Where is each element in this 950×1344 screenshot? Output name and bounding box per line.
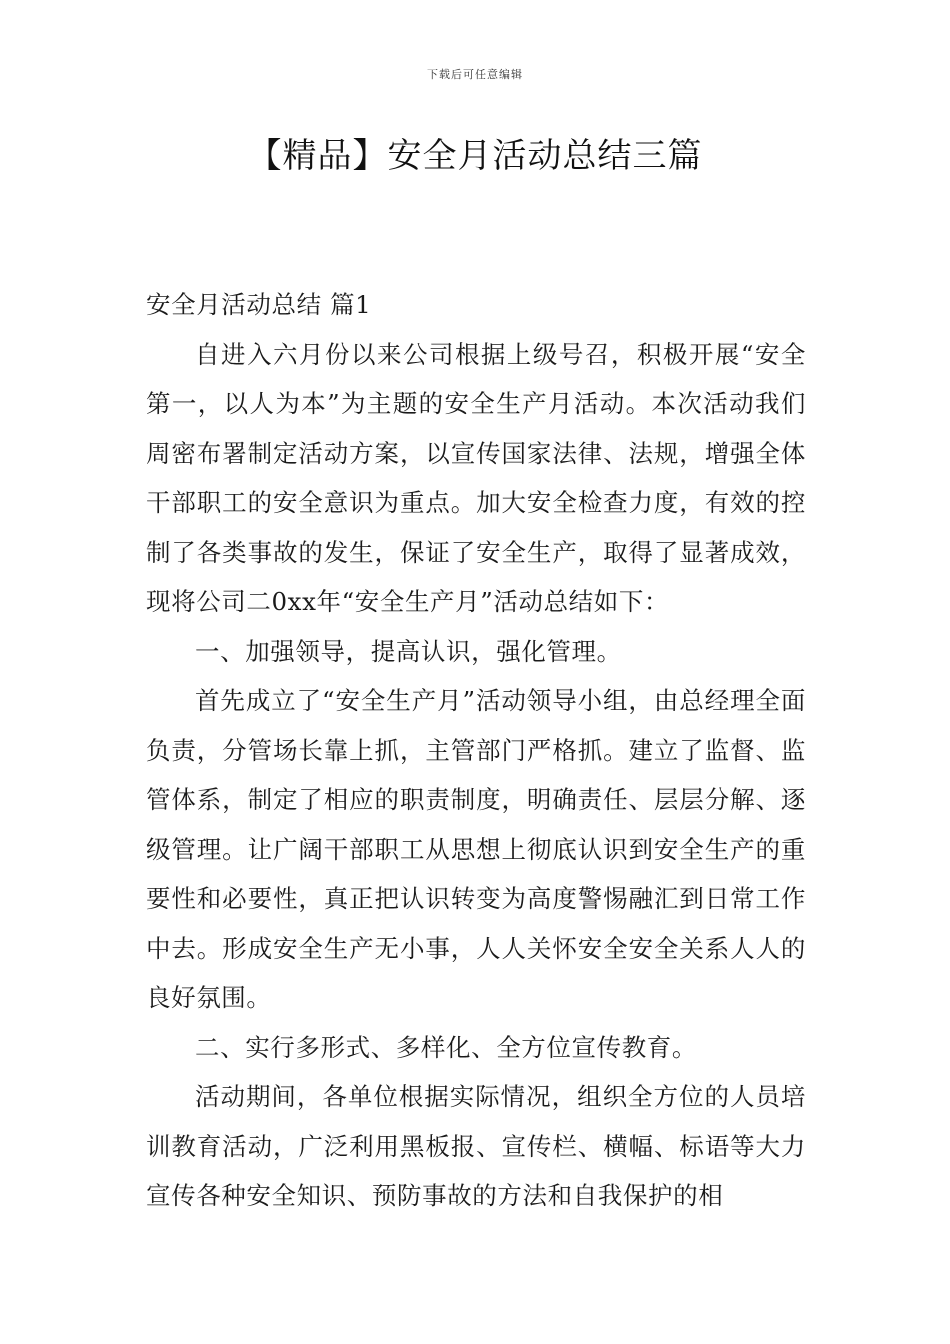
section-heading: 安全月活动总结 篇1	[146, 290, 372, 319]
body-paragraph: 首先成立了“安全生产月”活动领导小组，由总经理全面负责，分管场长靠上抓，主管部门严格抓。建立了监督、监管体系，制定了相应的职责制度，明确责任、层层分解、逐级管理。让广阔干部职工从思想上彻底认识到安全生产的重要性和必要性，真正把认识转变为高度警惕融汇到日常工作中去。形成安全生产无小事，人人关怀安全安全关系人人的良好氛围。	[146, 686, 806, 1012]
body-paragraph: 活动期间，各单位根据实际情况，组织全方位的人员培训教育活动，广泛利用黑板报、宣传栏、横幅、标语等大力宣传各种安全知识、预防事故的方法和自我保护的相	[146, 1082, 806, 1210]
body-paragraph: 自进入六月份以来公司根据上级号召，积极开展“安全第一，以人为本”为主题的安全生产月活动。本次活动我们周密布署制定活动方案，以宣传国家法律、法规，增强全体干部职工的安全意识为重点。加大安全检查力度，有效的控制了各类事故的发生，保证了安全生产，取得了显著成效，现将公司二0xx年“安全生产月”活动总结如下：	[146, 339, 806, 616]
header-note: 下载后可任意编辑	[427, 68, 523, 81]
document-body	[146, 280, 806, 1221]
document-title: 【精品】安全月活动总结三篇	[247, 136, 703, 176]
subsection-heading: 二、实行多形式、多样化、全方位宣传教育。	[195, 1032, 697, 1062]
subsection-heading: 一、加强领导，提高认识，强化管理。	[195, 636, 622, 666]
